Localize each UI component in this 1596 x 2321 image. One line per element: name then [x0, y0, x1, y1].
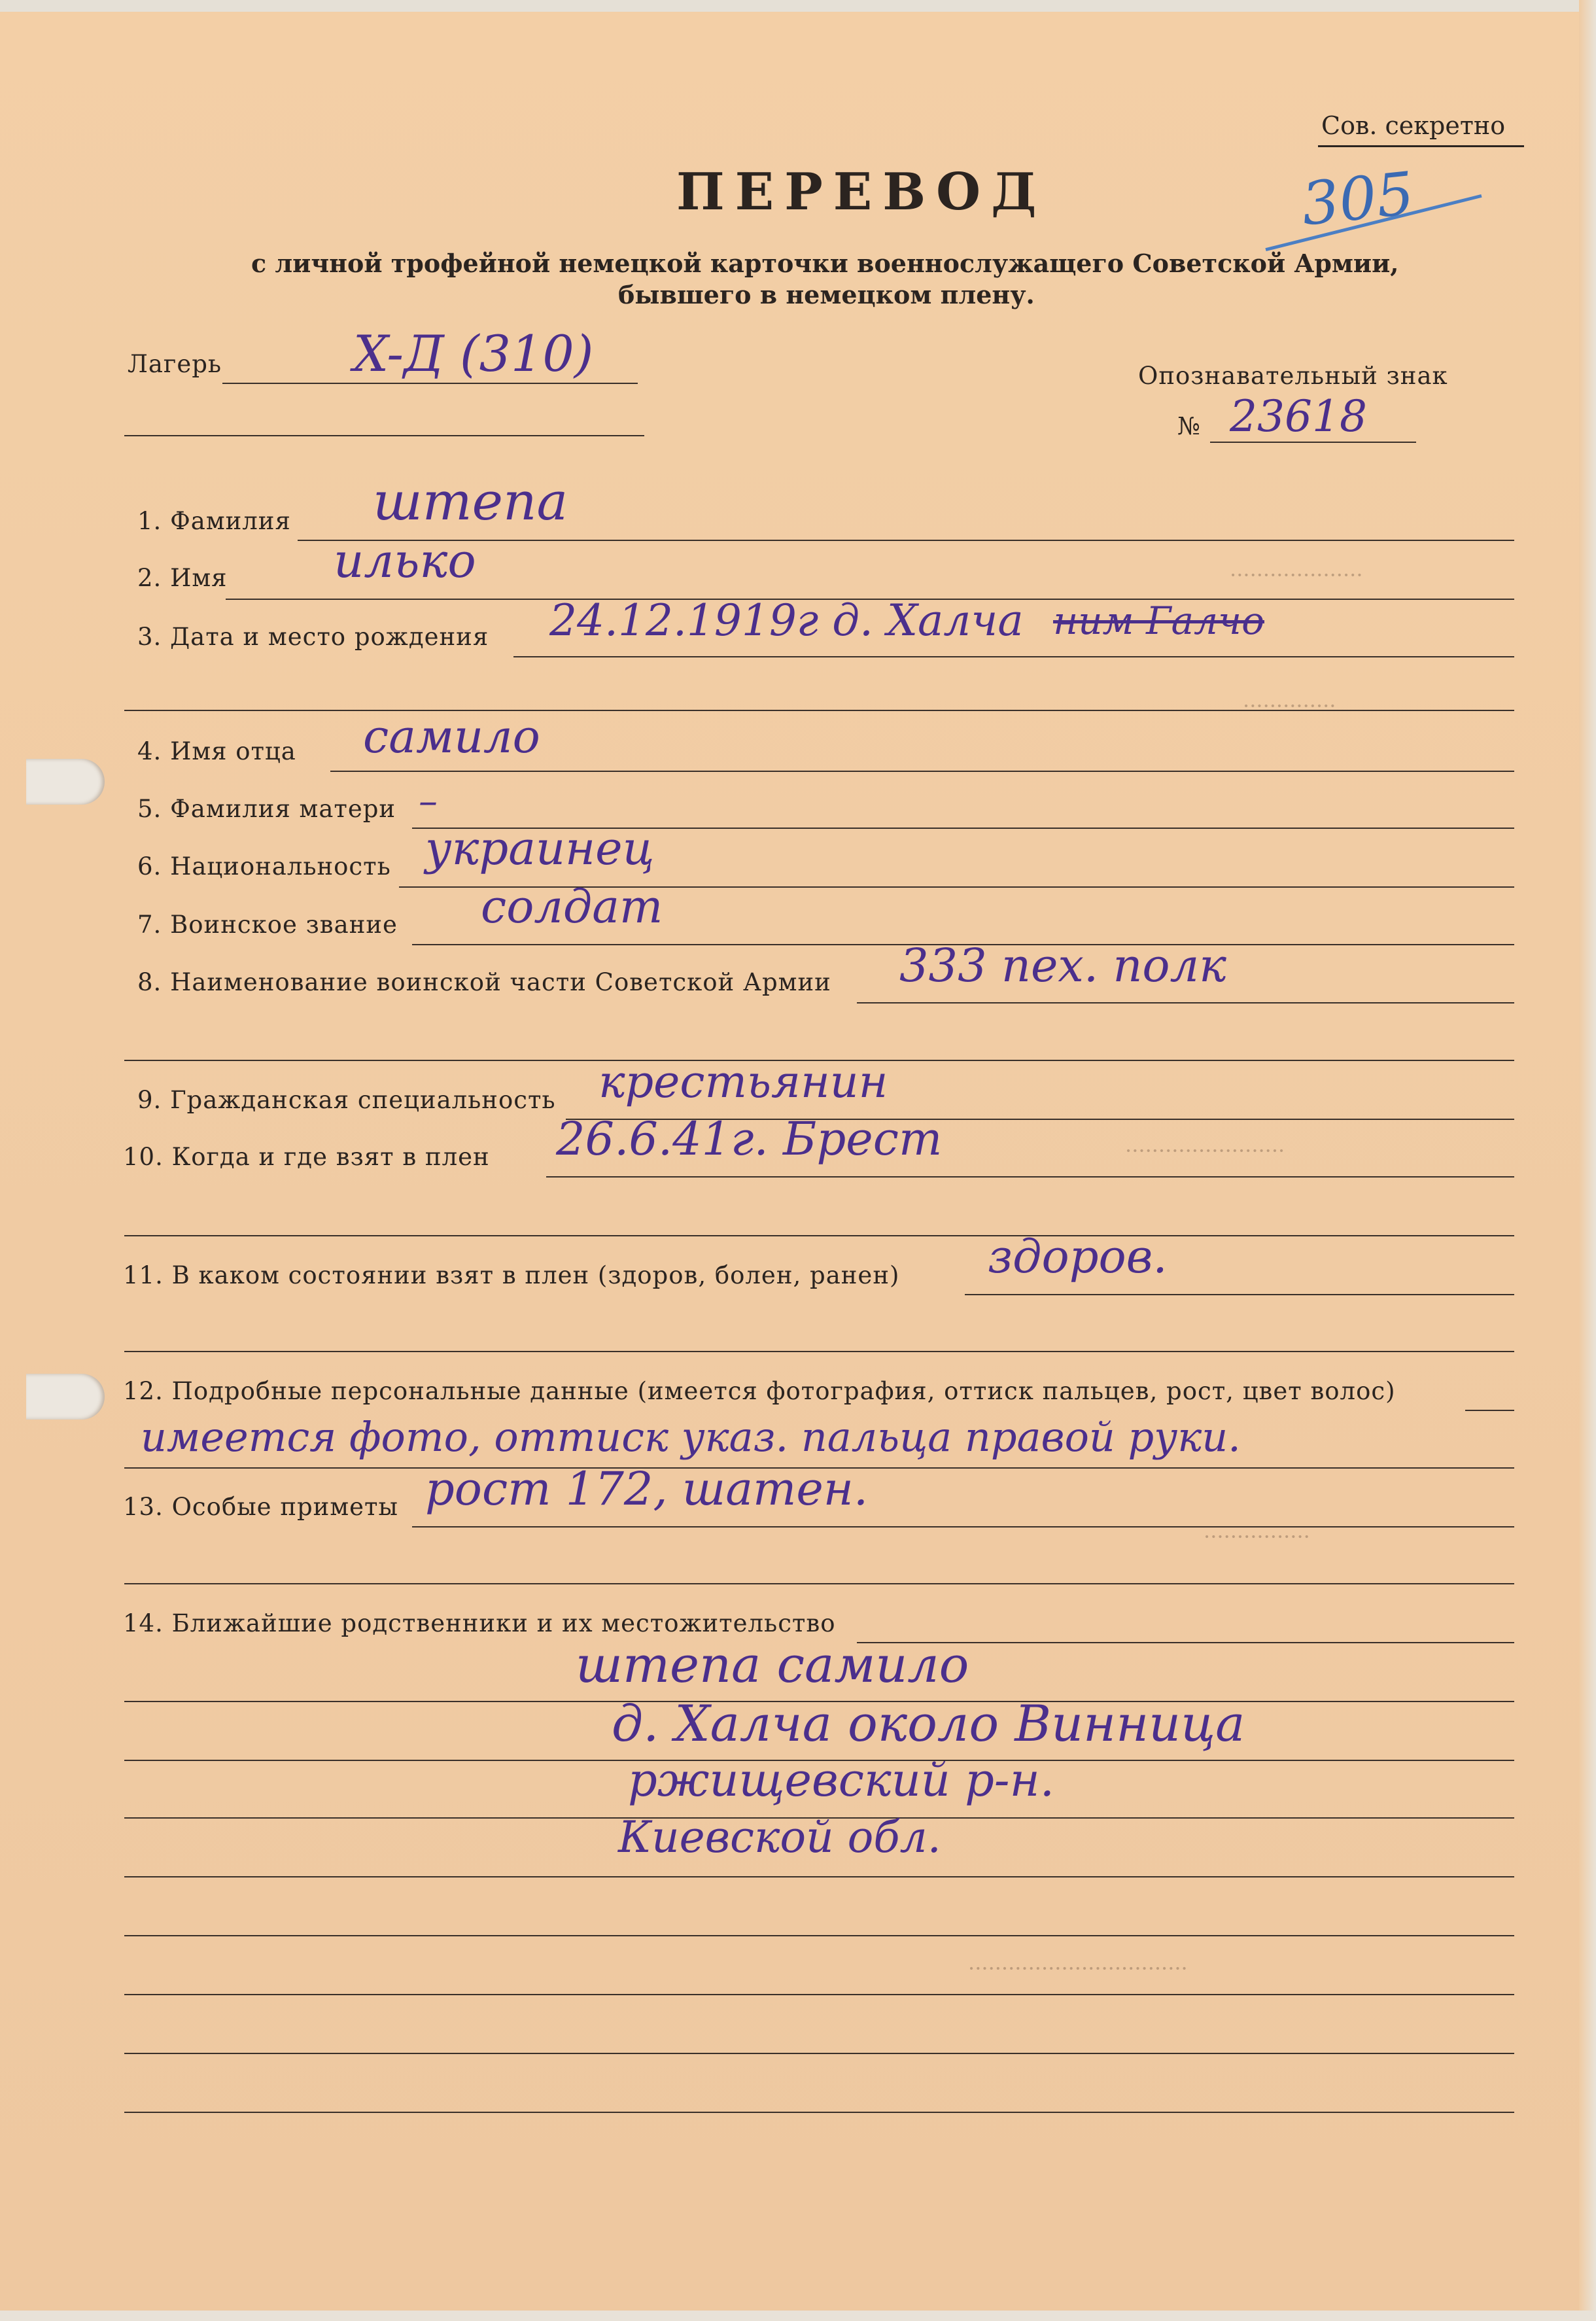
- field-value-profession: крестьянин: [598, 1056, 888, 1108]
- document-subtitle-line1: с личной трофейной немецкой карточки военнослужащего Советской Армии,: [251, 249, 1399, 278]
- camp-line: [222, 383, 638, 384]
- camp-label: Лагерь: [128, 350, 222, 378]
- field-line-condition: [965, 1294, 1514, 1295]
- relatives-line-3: ржищевский р-н.: [628, 1753, 1054, 1807]
- field-line-captured-2: [124, 1235, 1514, 1236]
- bleed-through-text: ················: [1204, 1524, 1310, 1549]
- bleed-through-text: ·································: [968, 1956, 1188, 1981]
- punch-hole-top: [26, 759, 105, 805]
- field-label-birth: 3. Дата и место рождения: [137, 623, 489, 651]
- field-line-surname: [298, 540, 1514, 541]
- id-mark-number-prefix: №: [1177, 412, 1202, 440]
- field-label-mother: 5. Фамилия матери: [137, 795, 396, 823]
- field-value-features: рост 172, шатен.: [425, 1462, 869, 1516]
- field-value-personal-data: имеется фото, оттиск указ. пальца правой руки.: [141, 1413, 1241, 1461]
- field-label-unit: 8. Наименование воинской части Советской Армии: [137, 968, 831, 996]
- field-label-rank: 7. Воинское звание: [137, 911, 398, 939]
- field-value-nationality: украинец: [425, 822, 655, 875]
- classification-mark: Сов. секретно: [1321, 111, 1506, 140]
- field-value-captured: 26.6.41г. Брест: [556, 1112, 943, 1166]
- relatives-rule-6: [124, 1994, 1514, 1995]
- field-line-unit: [857, 1002, 1514, 1003]
- field-label-father: 4. Имя отца: [137, 737, 296, 765]
- id-mark-value: 23618: [1230, 391, 1367, 442]
- stamp-number: 305: [1298, 159, 1417, 239]
- paper-edge-right: [1579, 0, 1596, 2321]
- field-value-father: самило: [363, 710, 540, 763]
- relatives-line-1: штепа самило: [576, 1635, 969, 1694]
- field-label-personal-data: 12. Подробные персональные данные (имеется фотография, оттиск пальцев, рост, цвет волос): [123, 1377, 1396, 1405]
- relatives-rule-7: [124, 2053, 1514, 2054]
- field-line-father: [330, 771, 1514, 772]
- relatives-line-2: д. Халча около Винница: [612, 1694, 1245, 1753]
- relatives-rule-8: [124, 2112, 1514, 2113]
- bleed-through-text: ····················: [1230, 563, 1363, 587]
- relatives-rule-5: [124, 1935, 1514, 1936]
- id-mark-label: Опознавательный знак: [1138, 362, 1448, 390]
- document-title: ПЕРЕВОД: [676, 162, 1047, 222]
- field-line-personal-data: [1465, 1410, 1514, 1411]
- camp-line-2: [124, 435, 644, 436]
- field-label-nationality: 6. Национальность: [137, 852, 391, 881]
- field-value-surname: штепа: [373, 471, 568, 532]
- field-value-condition: здоров.: [988, 1230, 1168, 1283]
- field-value-rank: солдат: [481, 880, 663, 934]
- field-value-mother: –: [419, 778, 438, 823]
- field-value-unit: 333 пех. полк: [899, 939, 1226, 992]
- field-label-profession: 9. Гражданская специальность: [137, 1086, 556, 1114]
- field-line-condition-2: [124, 1351, 1514, 1352]
- field-label-captured: 10. Когда и где взят в плен: [123, 1143, 490, 1171]
- paper-edge-bottom: [0, 2311, 1596, 2321]
- field-label-surname: 1. Фамилия: [137, 507, 291, 535]
- field-line-birth: [513, 656, 1514, 657]
- field-label-condition: 11. В каком состоянии взят в плен (здоров, болен, ранен): [123, 1261, 900, 1289]
- paper-edge-top: [0, 0, 1596, 12]
- field-label-relatives: 14. Ближайшие родственники и их местожительство: [123, 1609, 836, 1637]
- field-line-features: [412, 1526, 1514, 1527]
- document-subtitle-line2: бывшего в немецком плену.: [618, 280, 1035, 309]
- field-line-birth-2: [124, 710, 1514, 711]
- bleed-through-text: ························: [1125, 1138, 1285, 1163]
- id-mark-line: [1210, 442, 1416, 443]
- punch-hole-bottom: [26, 1374, 105, 1420]
- relatives-line-4: Киевской обл.: [618, 1812, 941, 1862]
- field-value-first-name: илько: [334, 533, 476, 588]
- relatives-rule-4: [124, 1876, 1514, 1877]
- classification-underline: [1318, 145, 1524, 147]
- field-value-birth-struck: ним Галчо: [1053, 599, 1264, 643]
- field-value-birth: 24.12.1919г д. Халча: [549, 595, 1024, 646]
- field-label-first-name: 2. Имя: [137, 564, 228, 592]
- camp-value: X-Д (310): [353, 324, 594, 383]
- field-line-features-2: [124, 1583, 1514, 1584]
- bleed-through-text: ··············: [1243, 693, 1336, 718]
- field-label-features: 13. Особые приметы: [123, 1493, 398, 1521]
- field-line-captured: [546, 1176, 1514, 1178]
